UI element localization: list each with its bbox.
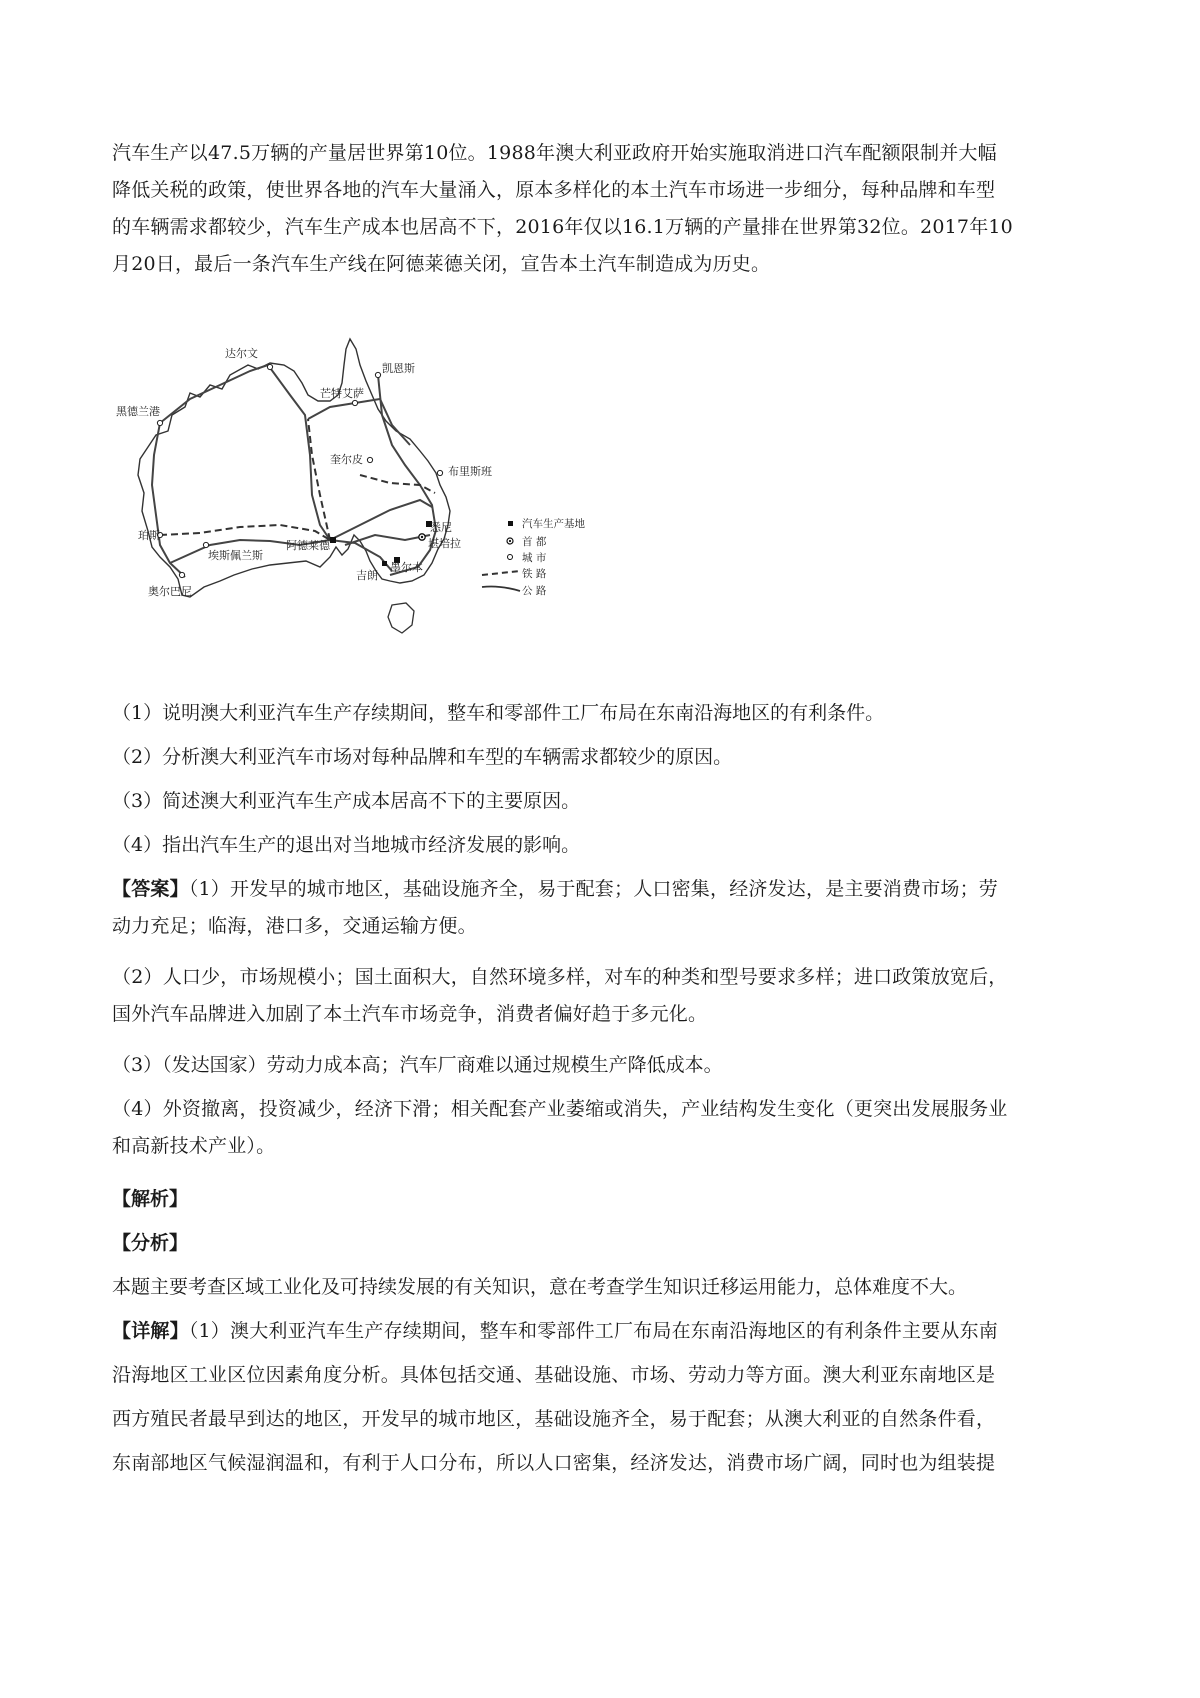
intro-paragraph xyxy=(112,135,1092,283)
fenxi-heading: 【分析】 xyxy=(112,1232,189,1254)
intro-line: 的车辆需求都较少，汽车生产成本也居高不下，2016年仅以16.1万辆的产量排在世界第32位。2017年10 xyxy=(112,216,1013,238)
detail-line: 东南部地区气候湿润温和，有利于人口分布，所以人口密集，经济发达，消费市场广阔，同时也为组装提 xyxy=(112,1452,996,1474)
darwin-city-dot xyxy=(267,364,272,369)
albany-label: 奥尔巴尼 xyxy=(148,585,192,598)
mount-isa-city-dot xyxy=(352,400,357,405)
answer-3: （3）（发达国家）劳动力成本高；汽车厂商难以通过规模生产降低成本。 xyxy=(112,1054,723,1076)
alice-springs-city-dot xyxy=(367,457,372,462)
answer-label: 【答案】 xyxy=(112,878,189,900)
port-hedland-city-dot xyxy=(157,420,162,425)
highway-inland xyxy=(330,500,432,540)
legend-base-label: 汽车生产基地 xyxy=(522,518,585,530)
darwin-label: 达尔文 xyxy=(225,347,258,360)
railway-transcontinental xyxy=(160,525,330,540)
legend-capital-label: 首 都 xyxy=(522,536,547,548)
legend-railway-line xyxy=(482,571,520,575)
brisbane-label: 布里斯班 xyxy=(448,465,492,478)
intro-line: 降低关税的政策，使世界各地的汽车大量涌入，原本多样化的本土汽车市场进一步细分，每种品牌和车型 xyxy=(112,179,996,201)
albany-city-dot xyxy=(179,572,184,577)
railway-network xyxy=(160,419,435,540)
detail-label: 【详解】 xyxy=(112,1320,189,1342)
question-2: （2）分析澳大利亚汽车市场对每种品牌和车型的车辆需求都较少的原因。 xyxy=(112,746,733,768)
legend-railway-label: 铁 路 xyxy=(522,568,547,580)
legend-base-marker xyxy=(508,521,513,526)
map-legend xyxy=(482,517,585,597)
answer-line: 国外汽车品牌进入加剧了本土汽车市场竞争，消费者偏好趋于多元化。 xyxy=(112,1003,708,1025)
mount-isa-label: 芒特艾萨 xyxy=(320,387,364,400)
detail-line: 【详解】（1）澳大利亚汽车生产存续期间，整车和零部件工厂布局在东南沿海地区的有利条件主要从东南 xyxy=(112,1320,999,1342)
legend-city-label: 城 市 xyxy=(522,552,547,564)
highway-mount-isa xyxy=(308,399,410,445)
canberra-label: 堪培拉 xyxy=(428,537,461,550)
tasmania xyxy=(388,603,414,633)
geelong-base-marker xyxy=(382,561,387,566)
intro-line: 汽车生产以47.5万辆的产量居世界第10位。1988年澳大利亚政府开始实施取消进口汽车配额限制并大幅 xyxy=(112,142,997,164)
brisbane-city-dot xyxy=(437,470,442,475)
answer-4 xyxy=(112,1091,1092,1165)
intro-line: 月20日，最后一条汽车生产线在阿德莱德关闭，宣告本土汽车制造成为历史。 xyxy=(112,253,771,275)
answer-line: 【答案】（1）开发早的城市地区，基础设施齐全，易于配套；人口密集，经济发达，是主要消费市场；劳 xyxy=(112,878,999,900)
answer-line: 和高新技术产业）。 xyxy=(112,1135,276,1157)
perth-label: 珀斯 xyxy=(138,529,160,542)
question-1: （1）说明澳大利亚汽车生产存续期间，整车和零部件工厂布局在东南沿海地区的有利条件。 xyxy=(112,702,885,724)
cairns-label: 凯恩斯 xyxy=(382,362,415,375)
answer-line: （4）外资撤离，投资减少，经济下滑；相关配套产业萎缩或消失，产业结构发生变化（更突出发展服务业 xyxy=(112,1098,1008,1120)
melbourne-label: 墨尔本 xyxy=(390,561,423,574)
question-4: （4）指出汽车生产的退出对当地城市经济发展的影响。 xyxy=(112,834,581,856)
australia-coastline xyxy=(138,339,450,597)
cairns-city-dot xyxy=(375,372,380,377)
legend-highway-label: 公 路 xyxy=(522,585,547,597)
fenxi-text: 本题主要考查区域工业化及可持续发展的有关知识，意在考查学生知识迁移运用能力，总体难度不大。 xyxy=(112,1276,968,1298)
answer-line: （2）人口少，市场规模小；国土面积大，自然环境多样，对车的种类和型号要求多样；进口政策放宽后， xyxy=(112,966,1008,988)
port-hedland-label: 黑德兰港 xyxy=(116,405,160,418)
analysis-heading: 【解析】 xyxy=(112,1188,189,1210)
legend-highway-line xyxy=(482,587,520,592)
answer-line: 动力充足；临海，港口多，交通运输方便。 xyxy=(112,915,477,937)
adelaide-label: 阿德莱德 xyxy=(286,539,330,552)
geelong-label: 吉朗 xyxy=(356,569,378,582)
detail-line: 沿海地区工业区位因素角度分析。具体包括交通、基础设施、市场、劳动力等方面。澳大利亚东南地区是 xyxy=(112,1364,996,1386)
sydney-label: 悉尼 xyxy=(430,521,452,534)
question-3: （3）简述澳大利亚汽车生产成本居高不下的主要原因。 xyxy=(112,790,581,812)
adelaide-base-marker xyxy=(330,537,336,543)
legend-city-marker xyxy=(508,555,513,560)
esperance-label: 埃斯佩兰斯 xyxy=(208,549,263,562)
esperance-city-dot xyxy=(203,542,208,547)
detail-line: 西方殖民者最早到达的地区，开发早的城市地区，基础设施齐全，易于配套；从澳大利亚的自然条件看， xyxy=(112,1408,996,1430)
highway-northwest xyxy=(160,365,268,423)
detail-paragraph xyxy=(112,1313,1092,1482)
answer-1 xyxy=(112,871,1092,945)
alice-springs-label: 奎尔皮 xyxy=(330,453,363,466)
answer-2 xyxy=(112,959,1092,1033)
australia-map xyxy=(116,335,640,665)
